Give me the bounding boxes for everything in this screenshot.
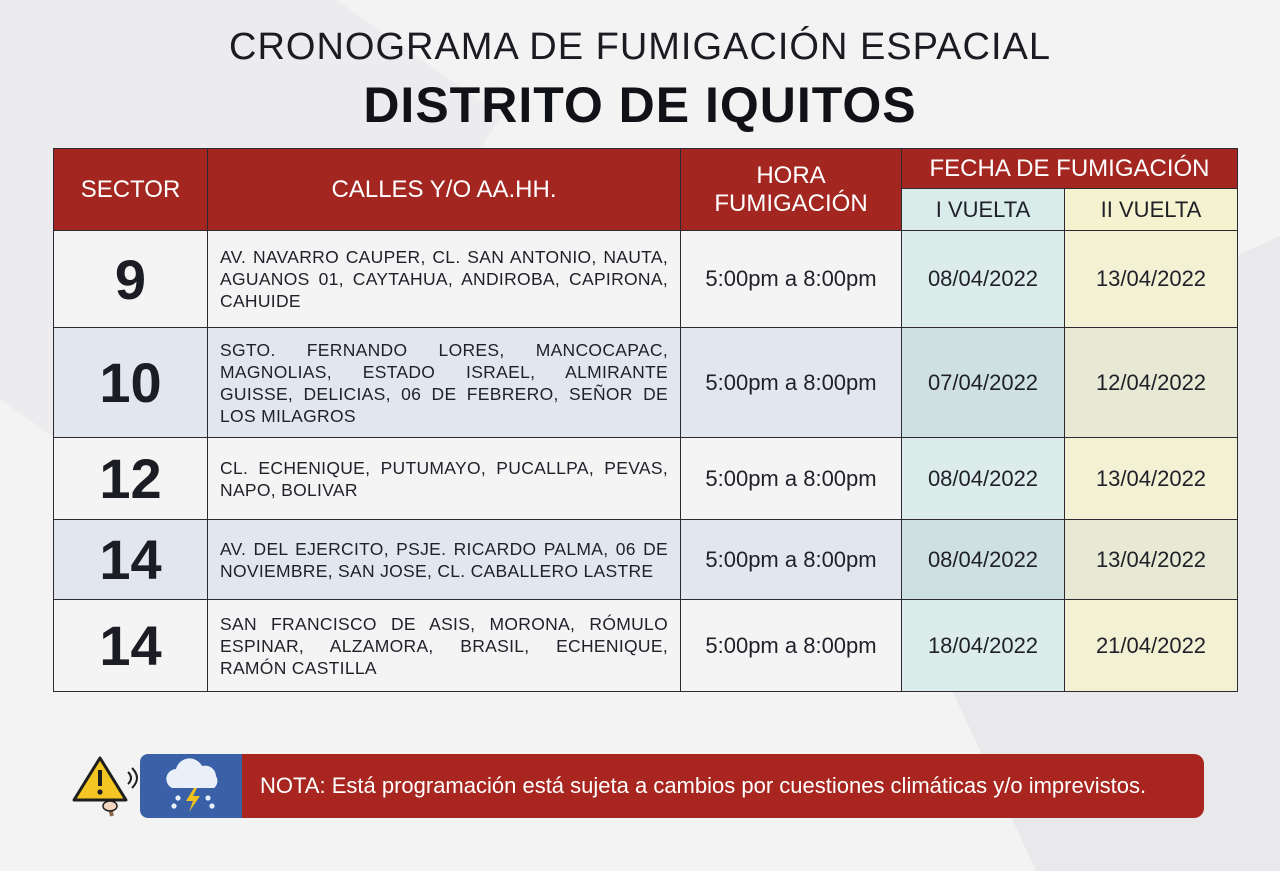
storm-cloud-icon bbox=[140, 754, 250, 818]
header-fecha: FECHA DE FUMIGACIÓN bbox=[902, 149, 1238, 189]
note-text: NOTA: Está programación está sujeta a cambios por cuestiones climáticas y/o imprevistos. bbox=[242, 754, 1204, 818]
time-cell: 5:00pm a 8:00pm bbox=[681, 600, 902, 692]
date-vuelta-1: 18/04/2022 bbox=[902, 600, 1065, 692]
note-banner bbox=[70, 748, 1210, 820]
date-vuelta-2: 12/04/2022 bbox=[1065, 328, 1238, 438]
date-vuelta-2: 13/04/2022 bbox=[1065, 520, 1238, 600]
streets-cell: SGTO. FERNANDO LORES, MANCOCAPAC, MAGNOLIAS, ESTADO ISRAEL, ALMIRANTE GUISSE, DELICIAS, 06 DE FEBRERO, SEÑOR DE LOS MILAGROS bbox=[208, 328, 681, 438]
header-hora: HORA FUMIGACIÓN bbox=[681, 149, 902, 231]
sector-number: 14 bbox=[54, 520, 208, 600]
page-subtitle: DISTRITO DE IQUITOS bbox=[363, 77, 917, 133]
sector-number: 12 bbox=[54, 438, 208, 520]
date-vuelta-1: 08/04/2022 bbox=[902, 520, 1065, 600]
date-vuelta-1: 08/04/2022 bbox=[902, 438, 1065, 520]
date-vuelta-1: 08/04/2022 bbox=[902, 231, 1065, 328]
streets-cell: AV. NAVARRO CAUPER, CL. SAN ANTONIO, NAUTA, AGUANOS 01, CAYTAHUA, ANDIROBA, CAPIRONA, CAHUIDE bbox=[208, 231, 681, 328]
table-row bbox=[54, 231, 1238, 328]
date-vuelta-2: 13/04/2022 bbox=[1065, 438, 1238, 520]
header-sector: SECTOR bbox=[54, 149, 208, 231]
sector-number: 9 bbox=[54, 231, 208, 328]
table-row bbox=[54, 520, 1238, 600]
streets-cell: SAN FRANCISCO DE ASIS, MORONA, RÓMULO ESPINAR, ALZAMORA, BRASIL, ECHENIQUE, RAMÓN CASTILLA bbox=[208, 600, 681, 692]
time-cell: 5:00pm a 8:00pm bbox=[681, 438, 902, 520]
header-calles: CALLES Y/O AA.HH. bbox=[208, 149, 681, 231]
header-vuelta-2: II VUELTA bbox=[1065, 189, 1238, 231]
date-vuelta-1: 07/04/2022 bbox=[902, 328, 1065, 438]
time-cell: 5:00pm a 8:00pm bbox=[681, 231, 902, 328]
date-vuelta-2: 21/04/2022 bbox=[1065, 600, 1238, 692]
warning-sign-icon bbox=[70, 752, 142, 818]
time-cell: 5:00pm a 8:00pm bbox=[681, 520, 902, 600]
table-row bbox=[54, 438, 1238, 520]
sector-number: 10 bbox=[54, 328, 208, 438]
date-vuelta-2: 13/04/2022 bbox=[1065, 231, 1238, 328]
sector-number: 14 bbox=[54, 600, 208, 692]
streets-cell: CL. ECHENIQUE, PUTUMAYO, PUCALLPA, PEVAS, NAPO, BOLIVAR bbox=[208, 438, 681, 520]
streets-cell: AV. DEL EJERCITO, PSJE. RICARDO PALMA, 06 DE NOVIEMBRE, SAN JOSE, CL. CABALLERO LASTRE bbox=[208, 520, 681, 600]
time-cell: 5:00pm a 8:00pm bbox=[681, 328, 902, 438]
schedule-table bbox=[53, 148, 1238, 692]
table-row bbox=[54, 328, 1238, 438]
page-title: CRONOGRAMA DE FUMIGACIÓN ESPACIAL bbox=[229, 26, 1051, 68]
header-vuelta-1: I VUELTA bbox=[902, 189, 1065, 231]
table-row bbox=[54, 600, 1238, 692]
